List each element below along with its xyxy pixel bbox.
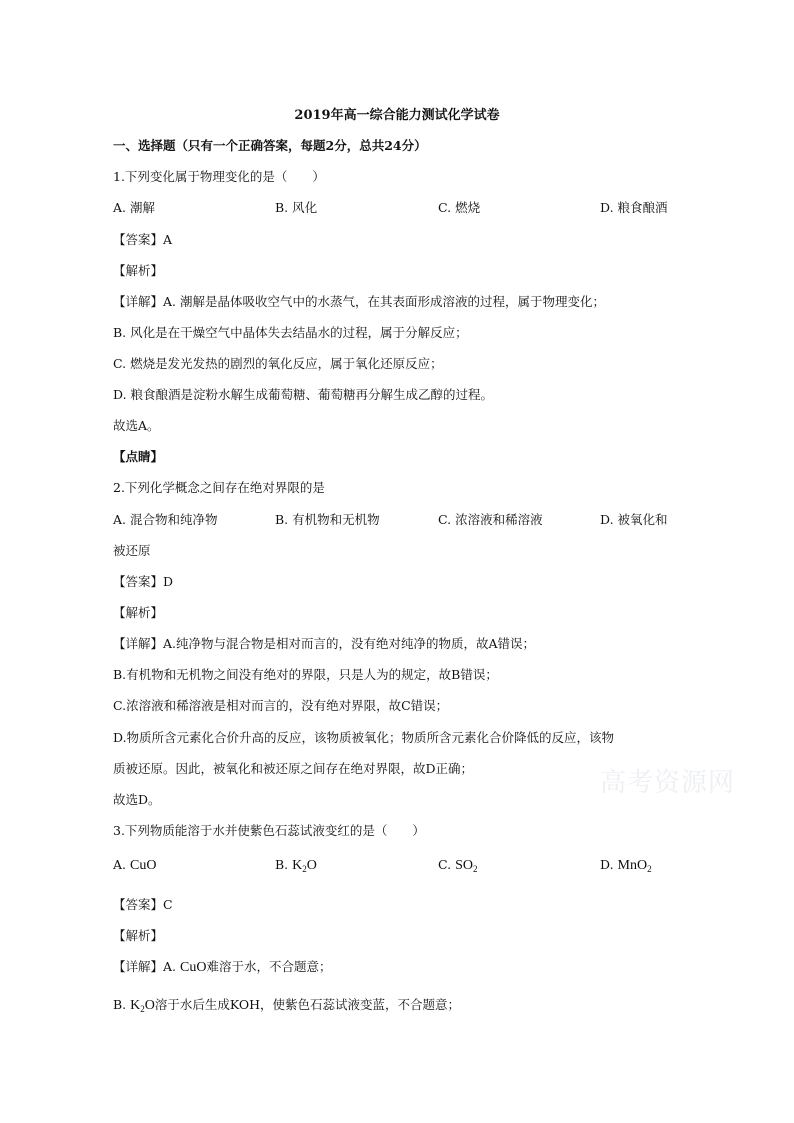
question-2-option-d: D. 被氧化和	[600, 512, 668, 527]
question-1-conclusion: 故选A。	[113, 418, 160, 433]
chem-formula: CuO	[130, 858, 157, 873]
question-2-option-b: B. 有机物和无机物	[275, 512, 380, 527]
question-2-conclusion: 故选D。	[113, 792, 161, 807]
chem-subscript: 2	[647, 864, 652, 874]
question-3-detail	[113, 957, 331, 976]
question-1-remark: 【点睛】	[113, 449, 164, 464]
question-1-detail: C. 燃烧是发光发热的剧烈的氧化反应，属于氧化还原反应；	[113, 356, 443, 371]
detail-prefix: 【详解】A.	[113, 959, 177, 974]
question-3-answer: 【答案】C	[113, 897, 173, 912]
chem-subscript: 2	[140, 1004, 145, 1014]
question-1-detail: 【详解】A. 潮解是晶体吸收空气中的水蒸气，在其表面形成溶液的过程，属于物理变化；	[113, 294, 605, 309]
detail-text: 难溶于水，不合题意；	[206, 959, 332, 974]
question-2-analysis-label: 【解析】	[113, 605, 164, 620]
chem-formula	[292, 858, 317, 873]
question-1-analysis-label: 【解析】	[113, 263, 164, 278]
question-1-detail: D. 粮食酿酒是淀粉水解生成葡萄糖、葡萄糖再分解生成乙醇的过程。	[113, 387, 494, 402]
chem-formula-main: K	[292, 858, 303, 873]
question-2-detail: C.浓溶液和稀溶液是相对而言的，没有绝对界限，故C错误；	[113, 698, 449, 713]
watermark: 高考资源网	[600, 768, 736, 798]
detail-text: 溶于水后生成KOH，使紫色石蕊试液变蓝，不合题意；	[154, 997, 461, 1012]
question-2-detail: 【详解】A.纯净物与混合物是相对而言的，没有绝对纯净的物质，故A错误；	[113, 636, 536, 651]
chem-formula-main: K	[130, 998, 141, 1013]
question-2-option-c: C. 浓溶液和稀溶液	[438, 512, 543, 527]
question-3-analysis-label: 【解析】	[113, 928, 164, 943]
chem-subscript: 2	[472, 864, 478, 874]
question-2-option-a: A. 混合物和纯净物	[113, 512, 218, 527]
question-1-answer: 【答案】A	[113, 232, 173, 247]
question-2-stem: 2.下列化学概念之间存在绝对界限的是	[113, 480, 325, 495]
question-1-option-b: B. 风化	[275, 200, 318, 215]
option-letter: C.	[438, 857, 452, 872]
question-3-detail	[113, 995, 460, 1014]
question-1-stem: 1.下列变化属于物理变化的是（ ）	[113, 169, 325, 184]
chem-formula-main: SO	[455, 858, 473, 873]
question-2-option-d-continued: 被还原	[113, 543, 151, 558]
question-1-option-d: D. 粮食酿酒	[600, 200, 668, 215]
chem-formula	[130, 998, 155, 1013]
question-3-option-c	[438, 857, 477, 874]
question-3-option-a	[113, 857, 156, 874]
question-2-detail: 质被还原。因此，被氧化和被还原之间存在绝对界限，故D正确；	[113, 761, 474, 776]
question-3-option-b	[275, 857, 317, 874]
page-title: 2019年高一综合能力测试化学试卷	[294, 108, 500, 123]
option-letter: D.	[600, 857, 614, 872]
chem-formula	[455, 858, 477, 873]
question-1-option-c: C. 燃烧	[438, 200, 481, 215]
option-letter: A.	[113, 857, 127, 872]
chem-formula	[618, 858, 652, 873]
chem-formula: CuO	[180, 960, 207, 975]
chem-formula-tail: O	[144, 998, 155, 1013]
option-letter: B.	[275, 857, 289, 872]
section-heading: 一、选择题（只有一个正确答案，每题2分，总共24分）	[113, 138, 427, 153]
question-1-detail: B. 风化是在干燥空气中晶体失去结晶水的过程，属于分解反应；	[113, 325, 468, 340]
question-2-answer: 【答案】D	[113, 574, 174, 589]
question-3-stem: 3.下列物质能溶于水并使紫色石蕊试液变红的是（ ）	[113, 823, 425, 838]
question-3-option-d	[600, 857, 652, 874]
chem-formula-main: MnO	[617, 858, 648, 873]
question-2-detail: B.有机物和无机物之间没有绝对的界限，只是人为的规定，故B错误；	[113, 667, 498, 682]
chem-formula-tail: O	[306, 858, 317, 873]
chem-subscript: 2	[302, 864, 307, 874]
detail-prefix: B.	[113, 997, 127, 1012]
question-1-option-a: A. 潮解	[113, 200, 155, 215]
question-2-detail: D.物质所含元素化合价升高的反应，该物质被氧化；物质所含元素化合价降低的反应，该物	[113, 730, 615, 745]
